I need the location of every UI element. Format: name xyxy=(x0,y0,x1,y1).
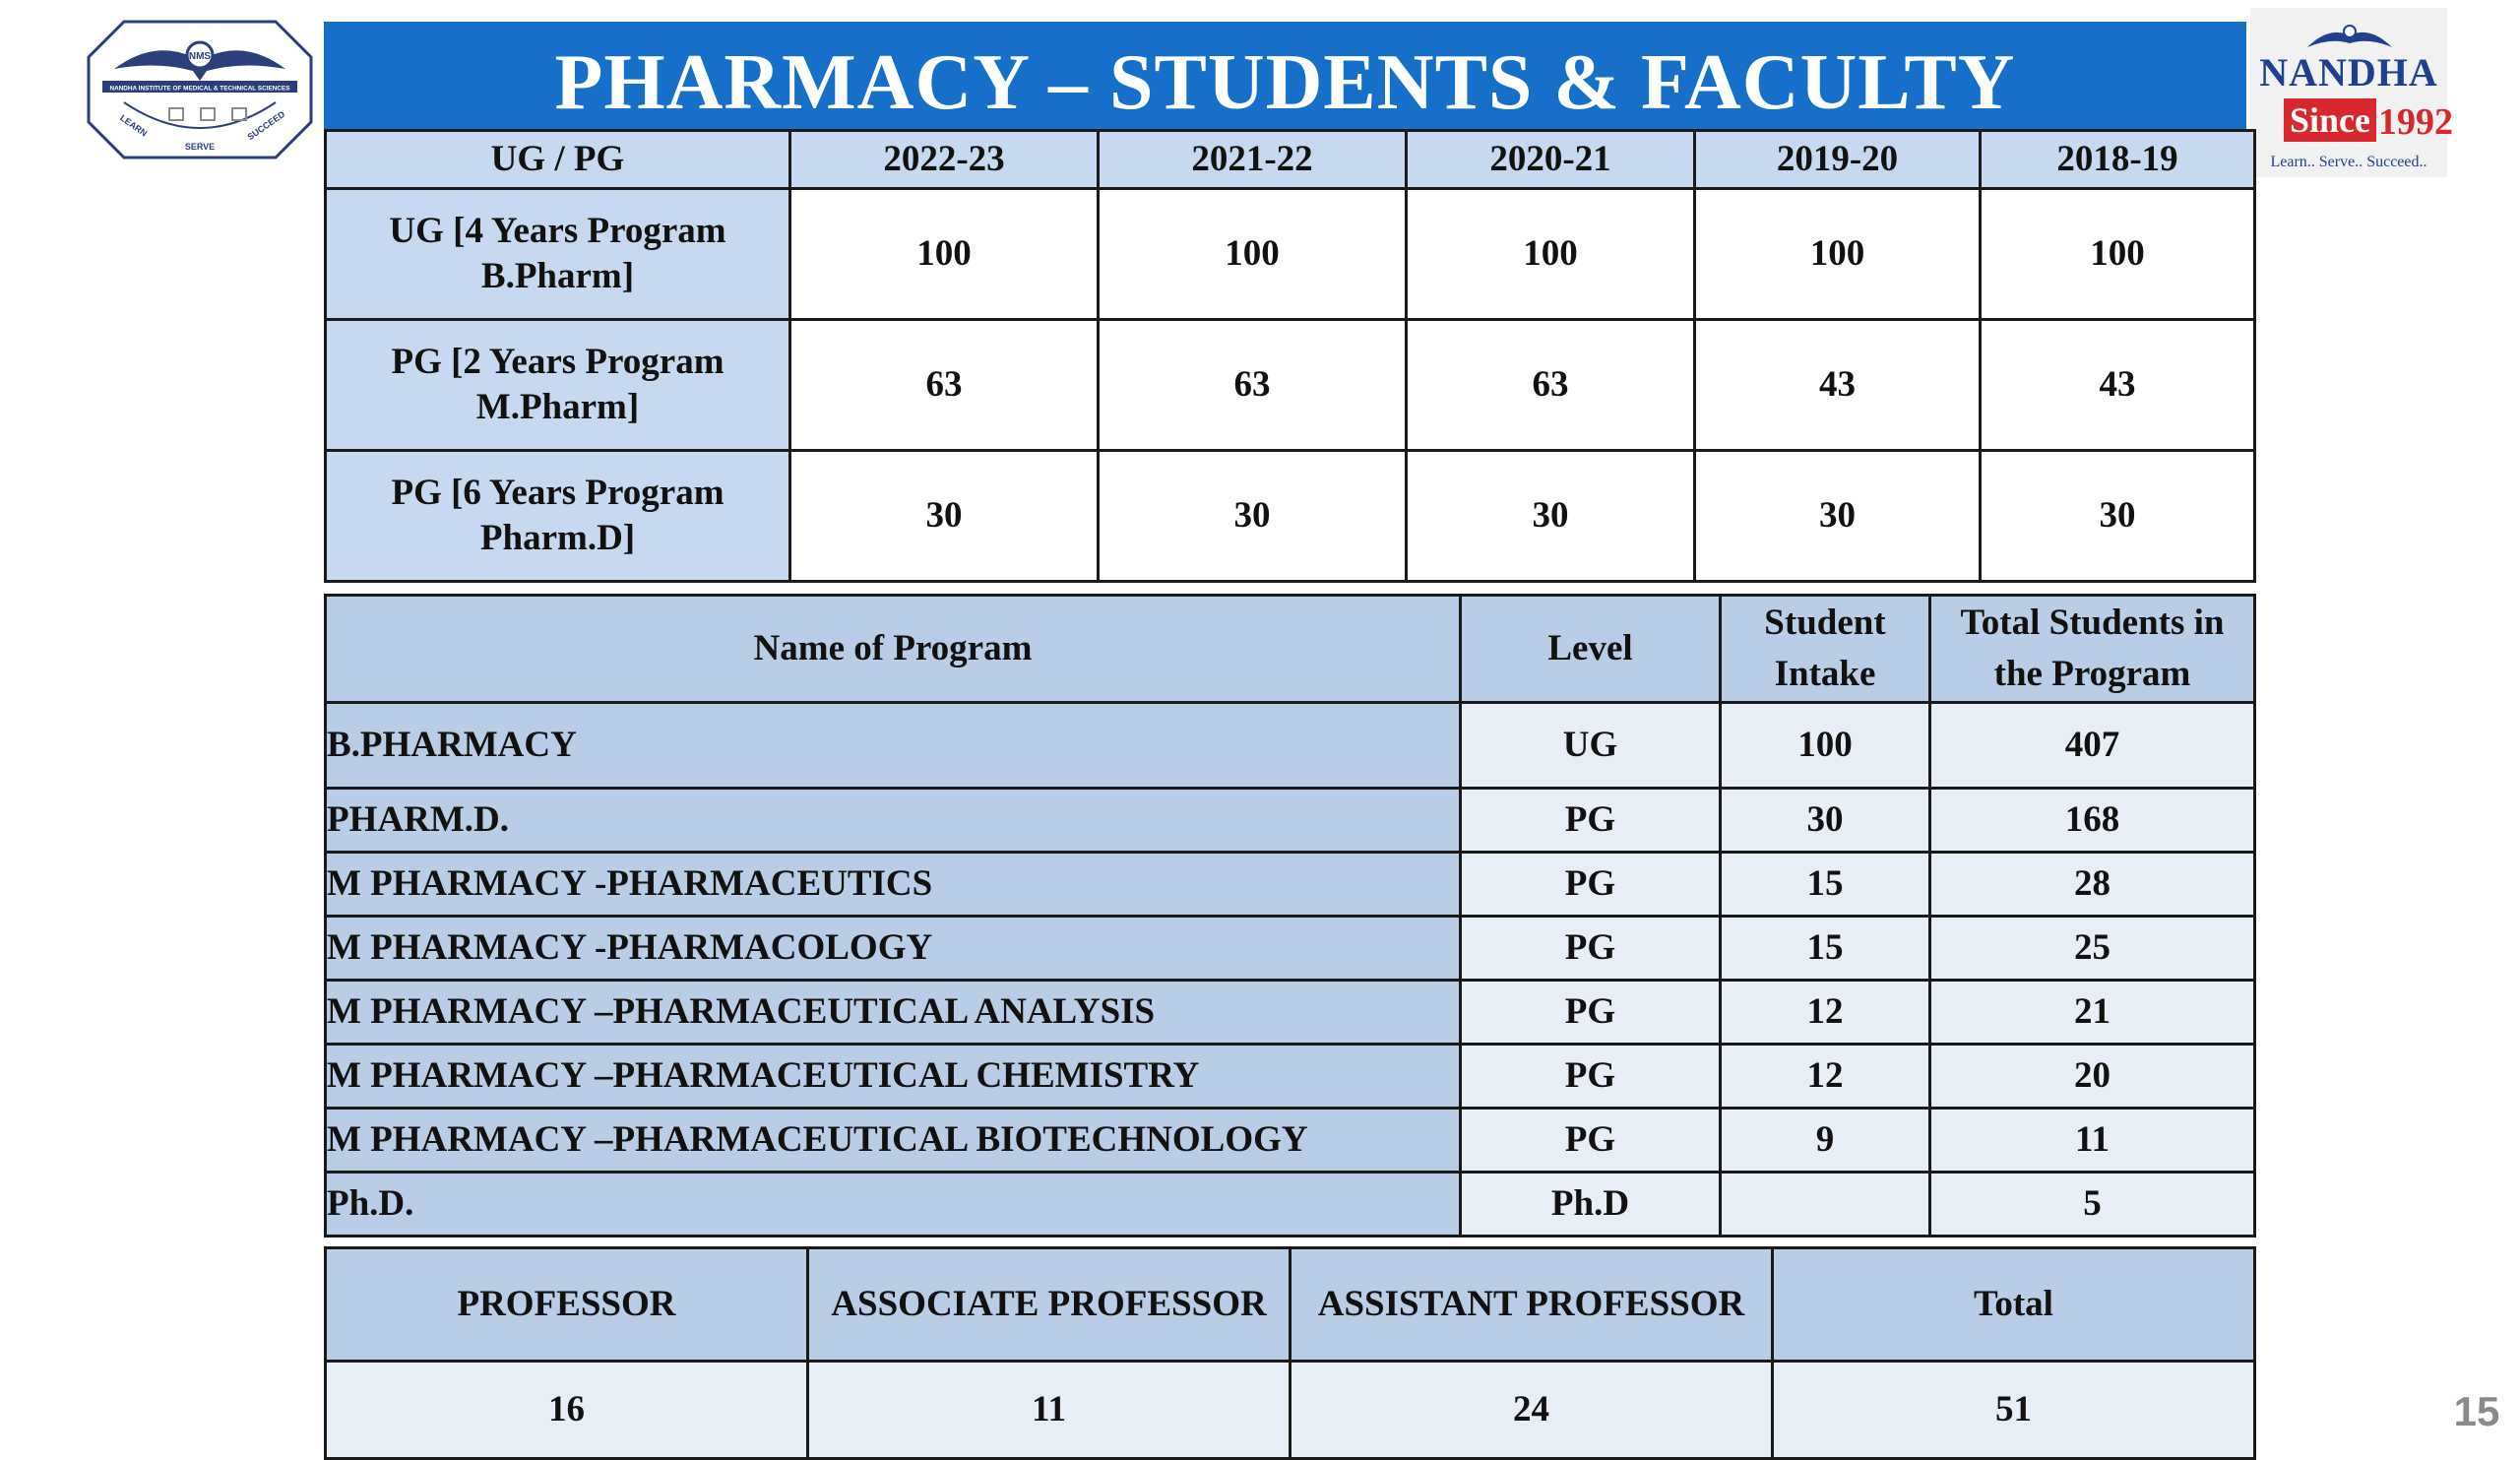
logo-motto-serve: SERVE xyxy=(184,142,216,152)
intake-cell: 30 xyxy=(1407,451,1695,582)
program-total: 28 xyxy=(1930,853,2255,917)
faculty-count-total: 51 xyxy=(1773,1362,2255,1459)
intake-cell: 100 xyxy=(1099,189,1407,320)
program-name: M PHARMACY –PHARMACEUTICAL BIOTECHNOLOGY xyxy=(326,1109,1461,1173)
page-title: PHARMACY – STUDENTS & FACULTY xyxy=(554,39,2016,126)
program-intake: 12 xyxy=(1721,1045,1930,1109)
faculty-header-professor: PROFESSOR xyxy=(326,1248,808,1362)
table-row xyxy=(326,917,2255,981)
header-line: Student xyxy=(1764,603,1886,643)
intake-header-year: 2019-20 xyxy=(1695,131,1981,189)
nandha-brand-text: NANDHA xyxy=(2259,50,2438,95)
nandha-year-text: 1992 xyxy=(2378,101,2453,143)
intake-cell: 30 xyxy=(1099,451,1407,582)
faculty-count-professor: 16 xyxy=(326,1362,808,1459)
table-row xyxy=(326,1173,2255,1237)
intake-row-label xyxy=(326,451,790,582)
intake-header-year: 2018-19 xyxy=(1981,131,2255,189)
nims-logo xyxy=(85,18,315,161)
program-level: PG xyxy=(1461,789,1721,853)
title-bar xyxy=(324,22,2246,130)
program-header-level: Level xyxy=(1461,596,1721,703)
page-number: 15 xyxy=(2453,1388,2500,1434)
program-name: PHARM.D. xyxy=(326,789,1461,853)
intake-row-label xyxy=(326,189,790,320)
faculty-header-assistant: ASSISTANT PROFESSOR xyxy=(1291,1248,1773,1362)
table-row xyxy=(326,853,2255,917)
intake-cell: 100 xyxy=(1981,189,2255,320)
program-total: 25 xyxy=(1930,917,2255,981)
program-table xyxy=(324,594,2256,1238)
nandha-tagline: Learn.. Serve.. Succeed.. xyxy=(2270,154,2427,170)
row-label-line: M.Pharm] xyxy=(475,387,640,427)
program-level: PG xyxy=(1461,981,1721,1045)
nandha-wings-icon xyxy=(2305,22,2394,51)
program-intake: 12 xyxy=(1721,981,1930,1045)
intake-cell: 30 xyxy=(1981,451,2255,582)
table-row xyxy=(326,320,2255,451)
program-intake: 30 xyxy=(1721,789,1930,853)
program-header-intake xyxy=(1721,596,1930,703)
intake-cell: 63 xyxy=(1407,320,1695,451)
row-label-line: PG [2 Years Program xyxy=(391,342,724,382)
header-line: Total Students in xyxy=(1960,603,2225,643)
row-label-line: Pharm.D] xyxy=(479,518,636,558)
table-row xyxy=(326,789,2255,853)
program-total: 407 xyxy=(1930,703,2255,789)
program-name: B.PHARMACY xyxy=(326,703,1461,789)
table-row xyxy=(326,1045,2255,1109)
program-intake xyxy=(1721,1173,1930,1237)
program-name: M PHARMACY –PHARMACEUTICAL ANALYSIS xyxy=(326,981,1461,1045)
logo-institute-text: NANDHA INSTITUTE OF MEDICAL & TECHNICAL SCIENCES xyxy=(109,85,290,93)
row-label-line: PG [6 Years Program xyxy=(391,473,724,513)
nandha-since-badge: Since xyxy=(2284,98,2376,142)
program-level: PG xyxy=(1461,917,1721,981)
table-row xyxy=(326,451,2255,582)
table-row xyxy=(326,703,2255,789)
logo-badge-text: NMS xyxy=(188,51,212,62)
intake-header-year: 2021-22 xyxy=(1099,131,1407,189)
faculty-header-associate: ASSOCIATE PROFESSOR xyxy=(808,1248,1291,1362)
intake-cell: 100 xyxy=(1695,189,1981,320)
header-line: the Program xyxy=(1993,654,2191,694)
logo-motto-learn: LEARN xyxy=(118,112,150,139)
intake-header-year: 2022-23 xyxy=(790,131,1099,189)
faculty-table xyxy=(324,1246,2256,1460)
logo-motto-succeed: SUCCEED xyxy=(245,108,287,143)
program-header-name: Name of Program xyxy=(326,596,1461,703)
program-name: M PHARMACY -PHARMACEUTICS xyxy=(326,853,1461,917)
row-label-line: B.Pharm] xyxy=(480,256,635,296)
program-total: 5 xyxy=(1930,1173,2255,1237)
program-level: Ph.D xyxy=(1461,1173,1721,1237)
program-intake: 15 xyxy=(1721,853,1930,917)
header-line: Intake xyxy=(1774,654,1876,694)
program-header-row xyxy=(326,596,2255,703)
table-row xyxy=(326,1362,2255,1459)
program-level: PG xyxy=(1461,1109,1721,1173)
program-intake: 9 xyxy=(1721,1109,1930,1173)
table-row xyxy=(326,1109,2255,1173)
faculty-header-row xyxy=(326,1248,2255,1362)
intake-cell: 43 xyxy=(1981,320,2255,451)
program-level: PG xyxy=(1461,853,1721,917)
intake-header-year: 2020-21 xyxy=(1407,131,1695,189)
intake-cell: 43 xyxy=(1695,320,1981,451)
intake-row-label xyxy=(326,320,790,451)
program-total: 11 xyxy=(1930,1109,2255,1173)
intake-header-ugpg: UG / PG xyxy=(326,131,790,189)
program-name: Ph.D. xyxy=(326,1173,1461,1237)
intake-table xyxy=(324,129,2256,583)
faculty-header-total: Total xyxy=(1773,1248,2255,1362)
program-level: UG xyxy=(1461,703,1721,789)
row-label-line: UG [4 Years Program xyxy=(389,211,726,251)
program-level: PG xyxy=(1461,1045,1721,1109)
faculty-count-associate: 11 xyxy=(808,1362,1291,1459)
faculty-count-assistant: 24 xyxy=(1291,1362,1773,1459)
nims-eagle-logo-icon xyxy=(85,18,315,161)
program-total: 20 xyxy=(1930,1045,2255,1109)
nandha-logo xyxy=(2250,8,2453,177)
table-row xyxy=(326,189,2255,320)
program-name: M PHARMACY –PHARMACEUTICAL CHEMISTRY xyxy=(326,1045,1461,1109)
intake-cell: 30 xyxy=(790,451,1099,582)
program-intake: 100 xyxy=(1721,703,1930,789)
program-total: 168 xyxy=(1930,789,2255,853)
intake-cell: 100 xyxy=(790,189,1099,320)
intake-cell: 30 xyxy=(1695,451,1981,582)
intake-cell: 63 xyxy=(790,320,1099,451)
program-name: M PHARMACY -PHARMACOLOGY xyxy=(326,917,1461,981)
table-row xyxy=(326,981,2255,1045)
program-intake: 15 xyxy=(1721,917,1930,981)
program-total: 21 xyxy=(1930,981,2255,1045)
intake-cell: 100 xyxy=(1407,189,1695,320)
intake-header-row xyxy=(326,131,2255,189)
program-header-total xyxy=(1930,596,2255,703)
intake-cell: 63 xyxy=(1099,320,1407,451)
